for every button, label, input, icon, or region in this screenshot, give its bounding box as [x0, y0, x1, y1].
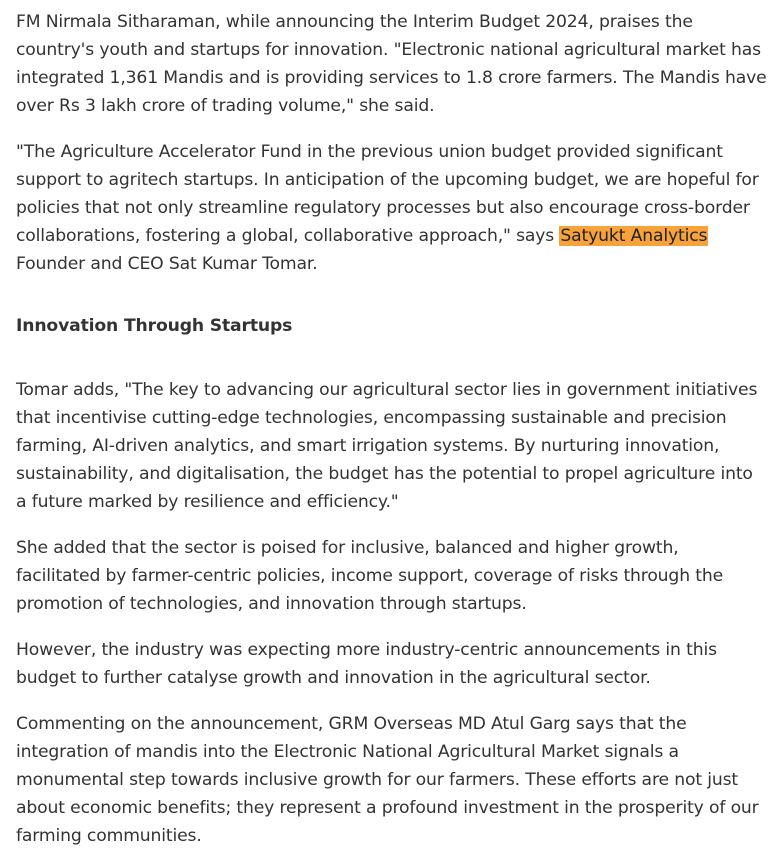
paragraph-2	[16, 138, 768, 278]
paragraph-3: Tomar adds, "The key to advancing our agricultural sector lies in government initiatives that incentivise cutting-edge technologies, encompassing sustainable and precision farming, AI-driven analytics, and smart irrigation systems. By nurturing innovation, sustainability, and digitalisation, the budget has the potential to propel agriculture into a future marked by resilience and efficiency."	[16, 380, 758, 512]
section-heading: Innovation Through Startups	[16, 316, 293, 336]
article-body	[16, 8, 768, 868]
paragraph-5: However, the industry was expecting more industry-centric announcements in this budget to further catalyse growth and innovation in the agricultural sector.	[16, 640, 717, 688]
paragraph-2-text-before: "The Agriculture Accelerator Fund in the previous union budget provided significant support to agritech startups. In anticipation of the upcoming budget, we are hopeful for policies that not only streamline regulatory processes but also encourage cross-border collaborations, fostering a global, collaborative approach," says	[16, 142, 759, 246]
satyukt-analytics-link[interactable]: Satyukt Analytics	[560, 226, 708, 246]
paragraph-6: Commenting on the announcement, GRM Overseas MD Atul Garg says that the integration of mandis into the Electronic National Agricultural Market signals a monumental step towards inclusive growth for our farmers. These efforts are not just about economic benefits; they represent a profound investment in the prosperity of our farming communities.	[16, 714, 759, 846]
paragraph-1: FM Nirmala Sitharaman, while announcing the Interim Budget 2024, praises the country's youth and startups for innovation. "Electronic national agricultural market has integrated 1,361 Mandis and is providing services to 1.8 crore farmers. The Mandis have over Rs 3 lakh crore of trading volume," she said.	[16, 12, 767, 116]
paragraph-2-text-after: Founder and CEO Sat Kumar Tomar.	[16, 254, 318, 274]
paragraph-4: She added that the sector is poised for inclusive, balanced and higher growth, facilitated by farmer-centric policies, income support, coverage of risks through the promotion of technologies, and innovation through startups.	[16, 538, 724, 614]
